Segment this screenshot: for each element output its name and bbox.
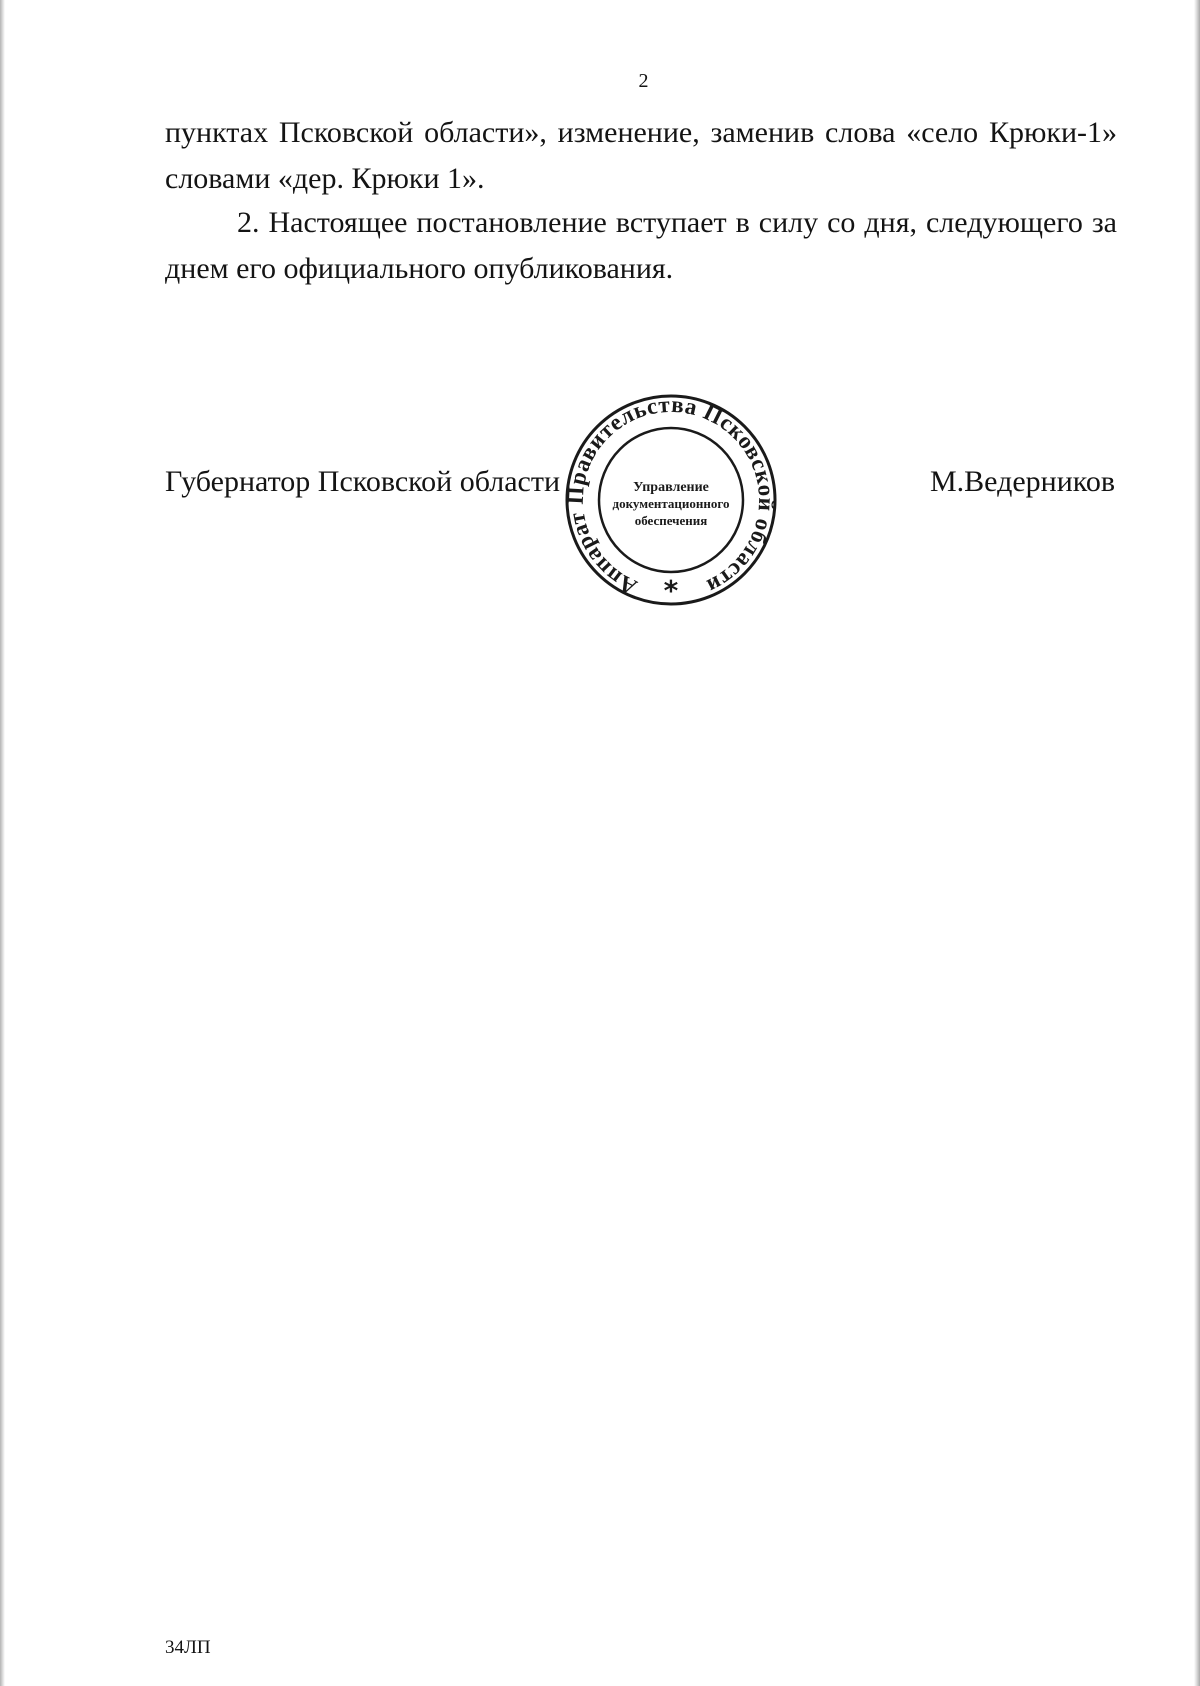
scan-edge-left bbox=[0, 0, 5, 1686]
paragraph-amendment: пунктах Псковской области», изменение, заменив слова «село Крюки-1» словами «дер. Крюки 1». bbox=[165, 116, 1117, 195]
document-code: 34ЛП bbox=[165, 1637, 211, 1658]
stamp-ring-text: Аппарат Правительства Псковской области bbox=[562, 391, 780, 600]
paragraph-effective-date: 2. Настоящее постановление вступает в силу со дня, следующего за днем его официального опубликования. bbox=[165, 206, 1117, 285]
stamp-star-icon: * bbox=[663, 574, 679, 606]
official-stamp bbox=[558, 390, 784, 606]
stamp-center-line-1: Управление bbox=[633, 480, 709, 495]
stamp-center-line-3: обеспечения bbox=[634, 513, 708, 528]
stamp-center-line-2: документационного bbox=[612, 496, 730, 511]
signatory-name: М.Ведерников bbox=[930, 465, 1116, 498]
scan-edge-right bbox=[1194, 0, 1200, 1686]
signatory-role: Губернатор Псковской области bbox=[165, 465, 561, 498]
page-number: 2 bbox=[638, 70, 649, 92]
